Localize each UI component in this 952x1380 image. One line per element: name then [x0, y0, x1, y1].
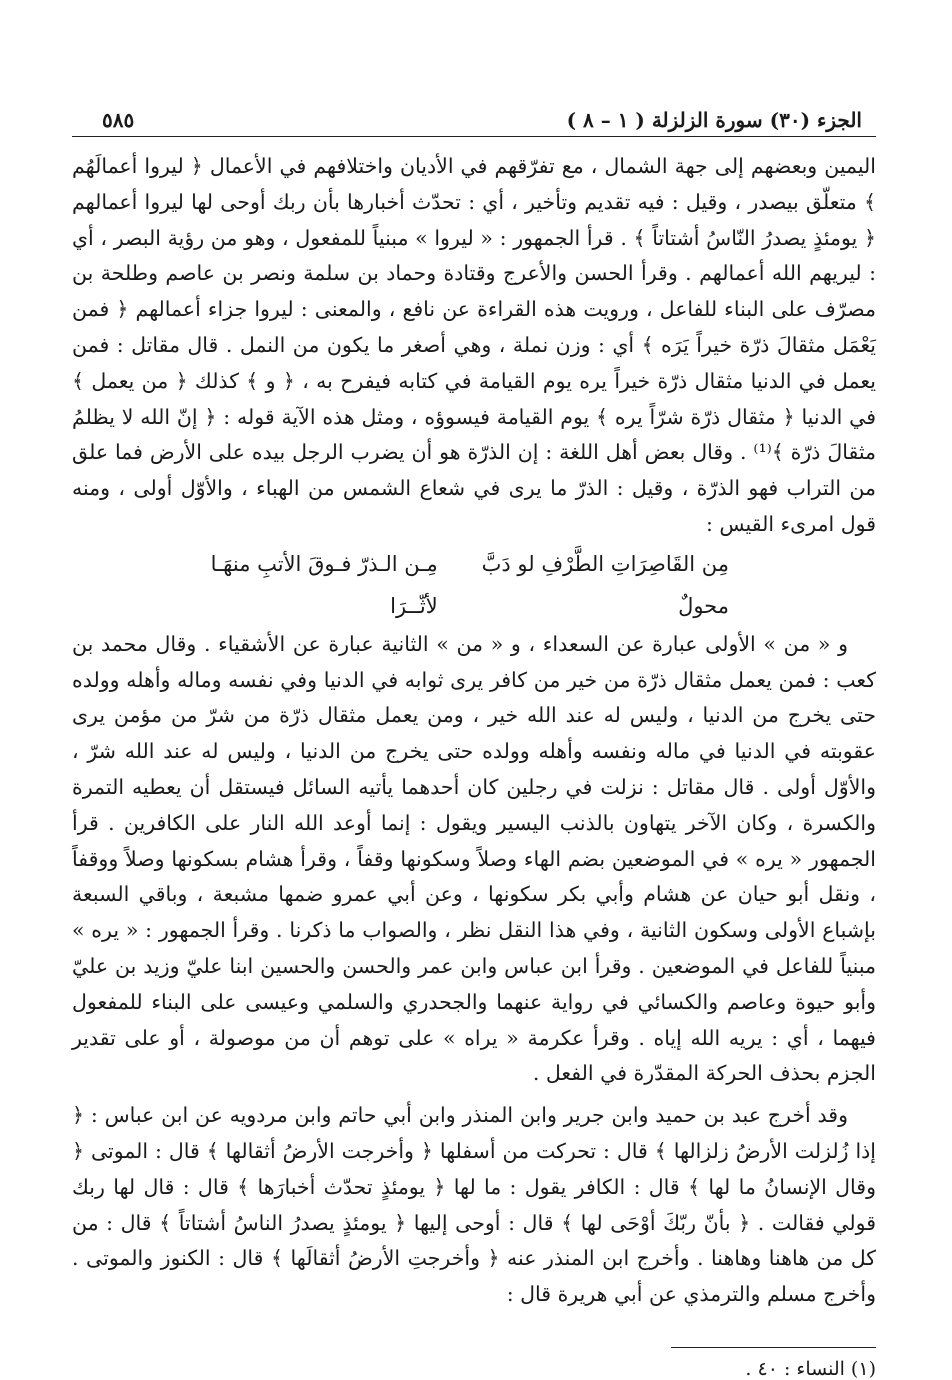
- poem-verse: [169, 543, 779, 627]
- paragraph: وقد أخرج عبد بن حميد وابن جرير وابن المنذر وابن أبي حاتم وابن مردويه عن ابن عباس : ﴿ إذا زُلزلت الأرضُ زلزالها ﴾ قال : تحركت من أسفلها ﴿ وأخرجت الأرضُ أثقالها ﴾ قال : الموتى ﴿ وقال الإنسانُ ما لها ﴾ قال : الكافر يقول : ما لها ﴿ يومئذٍ تحدّث أخبارَها ﴾ قال : قال لها ربك قولي فقالت . ﴿ بأنّ ربّكَ أوْحَى لها ﴾ قال : أوحى إليها ﴿ يومئذٍ يصدرُ الناسُ أشتاتاً ﴾ قال : من كل من هاهنا وهاهنا . وأخرج ابن المنذر عنه ﴿ وأخرجتِ الأرضُ أثقالَها ﴾ قال : الكنوز والموتى . وأخرج مسلم والترمذي عن أبي هريرة قال :: [72, 1103, 876, 1307]
- hemistich-left: مِـن الـذرّ فـوقَ الأتبِ منهَـا لأثّــرَا: [210, 551, 438, 618]
- paragraph: اليمين وبعضهم إلى جهة الشمال ، مع تفرّقهم في الأديان واختلافهم في الأعمال ﴿ ليروا أعمالَهُم ﴾ متعلّق بيصدر ، وقيل : فيه تقديم وتأخير ، أي : تحدّث أخبارها بأن ربك أوحى لها ليروا أعمالهم ﴿ يومئذٍ يصدرُ النّاسُ أشتاتاً ﴾ . قرأ الجمهور : « ليروا » مبنياً للمفعول ، وهو من رؤية البصر ، أي : ليريهم الله أعمالهم . وقرأ الحسن والأعرج وقتادة وحماد بن سلمة ونصر بن عاصم وطلحة بن مصرّف على البناء للفاعل ، ورويت هذه القراءة عن نافع ، والمعنى : ليروا جزاء أعمالهم ﴿ فمن يَعْمَل مثقالَ ذرّة خيراً يَرَه ﴾ أي : وزن نملة ، وهي أصغر ما يكون من النمل . قال مقاتل : فمن يعمل في الدنيا مثقال ذرّة خيراً يره يوم القيامة في كتابه فيفرح به ، ﴿ و ﴾ كذلك ﴿ من يعمل ﴾ في الدنيا ﴿ مثقال ذرّة شرّاً يره ﴾ يوم القيامة فيسوؤه ، ومثل هذه الآية قوله : ﴿ إنّ الله لا يظلمُ مثقالَ ذرّة ﴾⁽¹⁾ . وقال بعض أهل اللغة : إن الذرّة هو أن يضرب الرجل بيده على الأرض فما علق من التراب فهو الذرّة ، وقيل : الذرّ ما يرى في شعاع الشمس من الهباء ، والأوّل أولى ، ومنه قول امرىء القيس :: [72, 154, 876, 536]
- page-number: ٥٨٥: [102, 108, 135, 132]
- header-rule: [72, 136, 876, 137]
- page-header: [72, 98, 876, 132]
- hemistich-right: مِن القَاصِرَاتِ الطَّرْفِ لو دَبَّ محولٌ: [481, 551, 729, 618]
- footnote: (١) النساء : ٤٠ .: [745, 1357, 876, 1380]
- main-text: [72, 149, 876, 1313]
- paragraph: و « من » الأولى عبارة عن السعداء ، و « من » الثانية عبارة عن الأشقياء . وقال محمد بن كعب : فمن يعمل مثقال ذرّة من خير من كافر يرى ثوابه في الدنيا وفي نفسه وماله وأهله وولده حتى يخرج من الدنيا ، وليس له عند الله خير ، ومن يعمل مثقال ذرّة من شرّ من مؤمن يرى عقوبته في الدنيا في ماله ونفسه وأهله وولده حتى يخرج من الدنيا ، وليس له عند الله شرّ ، والأوّل أولى . قال مقاتل : نزلت في رجلين كان أحدهما يأتيه السائل فيستقل أن يعطيه التمرة والكسرة ، وكان الآخر يتهاون بالذنب اليسير ويقول : إنما أوعد الله النار على الكافرين . قرأ الجمهور « يره » في الموضعين بضم الهاء وصلاً وسكونها وقفاً ، وقرأ هشام بسكونها وصلاً ووقفاً ، ونقل أبو حيان عن هشام وأبي بكر سكونها ، وعن أبي عمرو ضمها مشبعة ، وباقي السبعة بإشباع الأولى وسكون الثانية ، وفي هذا النقل نظر ، والصواب ما ذكرنا . وقرأ الجمهور : « يره » مبنياً للفاعل في الموضعين . وقرأ ابن عباس وابن عمر والحسن والحسين ابنا عليّ وزيد بن عليّ وأبو حيوة وعاصم والكسائي في رواية عنهما والجحدري والسلمي وعيسى على البناء للمفعول فيهما ، أي : يريه الله إياه . وقرأ عكرمة « يراه » على توهم أن من موصولة ، أو على تقدير الجزم بحذف الحركة المقدّرة في الفعل .: [72, 631, 876, 1086]
- footnote-rule: [671, 1347, 876, 1348]
- running-title: الجزء (٣٠) سورة الزلزلة ( ١ – ٨ ): [566, 108, 862, 132]
